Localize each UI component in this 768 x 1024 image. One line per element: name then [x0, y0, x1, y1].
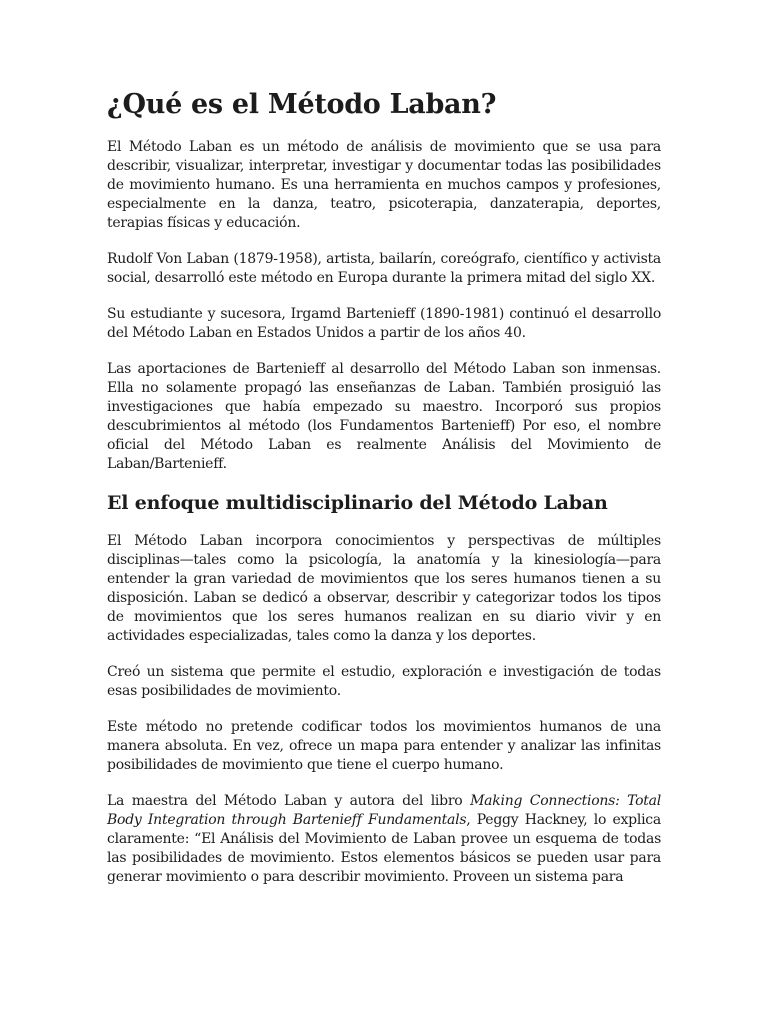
- paragraph-hackney-quote: [107, 792, 661, 887]
- paragraph-system: Creó un sistema que permite el estudio, exploración e investigación de todas esas posibilidades de movimiento.: [107, 663, 661, 699]
- paragraph-map: Este método no pretende codificar todos los movimientos humanos de una manera absoluta. En vez, ofrece un mapa para entender y analizar las infinitas posibilidades de movimiento que tiene el cuerpo humano.: [107, 718, 661, 773]
- paragraph-bartenieff-contributions: Las aportaciones de Bartenieff al desarrollo del Método Laban son inmensas. Ella no solamente propagó las enseñanzas de Laban. También prosiguió las investigaciones que había empezado su maestro. Incorporó sus propios descubrimientos al método (los Fundamentos Bartenieff) Por eso, el nombre oficial del Método Laban es realmente Análisis del Movimiento de Laban/Bartenieff.: [107, 360, 661, 472]
- quote-rest-text: , Peggy Hackney, lo explica claramente: “El Análisis del Movimiento de Laban provee un esquema de todas las posibilidades de movimiento. Estos elementos básicos se pueden usar para generar movimiento o para describir movimiento. Proveen un sistema para: [107, 811, 661, 885]
- paragraph-intro: El Método Laban es un método de análisis de movimiento que se usa para describir, visualizar, interpretar, investigar y documentar todas las posibilidades de movimiento humano. Es una herramienta en muchos campos y profesiones, especialmente en la danza, teatro, psicoterapia, danzaterapia, deportes, terapias físicas y educación.: [107, 138, 661, 231]
- paragraph-disciplines: El Método Laban incorpora conocimientos y perspectivas de múltiples disciplinas—tales como la psicología, la anatomía y la kinesiología—para entender la gran variedad de movimientos que los seres humanos tienen a su disposición. Laban se dedicó a observar, describir y categorizar todos los tipos de movimientos que los seres humanos realizan en su diario vivir y en actividades especializadas, tales como la danza y los deportes.: [107, 532, 661, 644]
- document-title: ¿Qué es el Método Laban?: [107, 89, 497, 120]
- section-heading-multidisciplinary: El enfoque multidisciplinario del Método Laban: [107, 491, 608, 514]
- quote-lead-text: La maestra del Método Laban y autora del libro: [107, 792, 471, 809]
- book-title: Making Connections: Total Body Integration through Bartenieff Fundamentals: [107, 792, 662, 828]
- document-page: [107, 88, 661, 887]
- paragraph-rudolf-laban: Rudolf Von Laban (1879-1958), artista, bailarín, coreógrafo, científico y activista social, desarrolló este método en Europa durante la primera mitad del siglo XX.: [107, 250, 661, 286]
- paragraph-bartenieff-successor: Su estudiante y sucesora, Irgamd Bartenieff (1890-1981) continuó el desarrollo del Método Laban en Estados Unidos a partir de los años 40.: [107, 305, 661, 341]
